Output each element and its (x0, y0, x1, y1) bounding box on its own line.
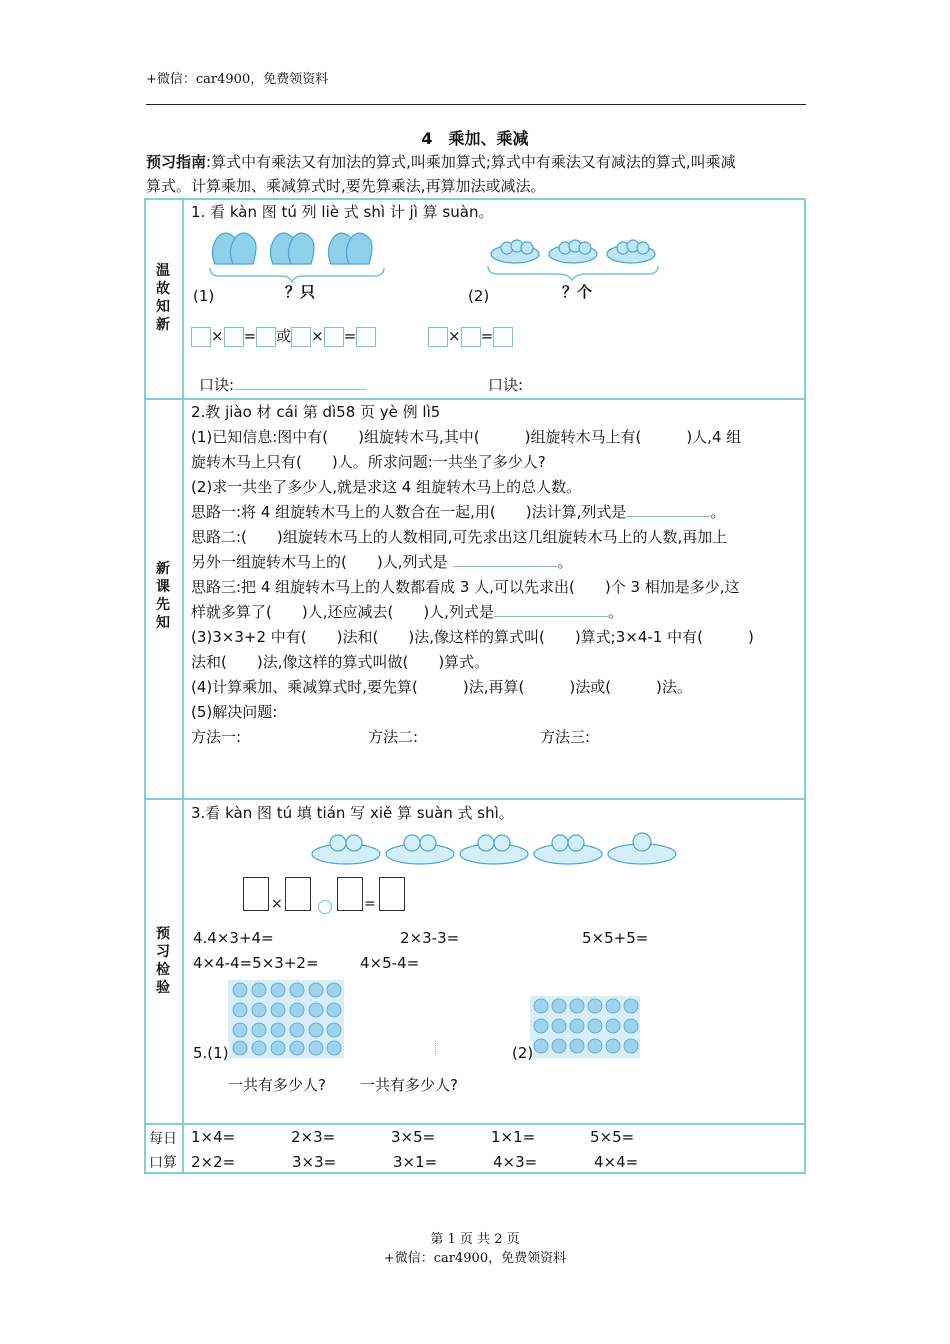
answer-box[interactable] (428, 327, 448, 347)
equals-sign: = (364, 896, 376, 912)
fruit-2c (579, 242, 591, 254)
answer-box-large[interactable] (285, 877, 311, 911)
q1-part1: (1) (193, 287, 215, 305)
peach-3a (478, 835, 494, 851)
q2-line-end: 。 (557, 553, 573, 571)
q1-part2: (2) (468, 287, 490, 305)
answer-box[interactable] (256, 327, 276, 347)
q5-part2: (2) (512, 1041, 533, 1066)
times-sign: × (448, 327, 461, 345)
bowls-illustration (485, 232, 665, 282)
answer-box[interactable] (493, 327, 513, 347)
daily-label-1: 每日 (149, 1131, 177, 1147)
section-label-daily (144, 1127, 182, 1175)
page-title: 4 乘加、乘减 (421, 129, 529, 148)
q1-title: 1. 看 kàn 图 tú 列 liè 式 shì 计 jì 算 suàn。 (191, 203, 494, 221)
q2-line: (2)求一共坐了多少人,就是求这 4 组旋转木马上的总人数。 (191, 478, 582, 496)
daily-item: 1×4= (191, 1128, 236, 1146)
peach-4b (568, 835, 584, 851)
q4-item: 4×4-4=5×3+2= (193, 954, 319, 972)
answer-box-large[interactable] (243, 877, 269, 911)
mittens-illustration (205, 226, 395, 284)
q4-item: 4.4×3+4= (193, 929, 274, 947)
children-group-1 (228, 980, 344, 1058)
daily-item: 5×5= (590, 1128, 635, 1146)
q5-question-1: 一共有多少人? (228, 1076, 326, 1094)
q2-line-end: 。 (710, 503, 726, 521)
peach-3b (494, 835, 510, 851)
q2-line: (5)解决问题: (191, 703, 278, 721)
koujue-label: 口诀: (199, 376, 235, 394)
peach-4a (552, 835, 568, 851)
daily-item: 3×1= (393, 1153, 438, 1171)
method-1-label: 方法一: (191, 728, 242, 746)
peach-1a (330, 835, 346, 851)
plate-1 (312, 844, 380, 864)
q4-item: 4×5-4= (360, 954, 420, 972)
answer-box[interactable] (224, 327, 244, 347)
q2-line: 法和( )法,像这样的算式叫做( )算式。 (191, 653, 490, 671)
q3-title: 3.看 kàn 图 tú 填 tián 写 xiě 算 suàn 式 shì。 (191, 804, 514, 822)
q2-line (191, 500, 795, 525)
q1-equation-left (191, 324, 376, 348)
column-divider (182, 198, 184, 1174)
formula-blank[interactable] (453, 552, 557, 567)
daily-item: 3×3= (292, 1153, 337, 1171)
guide-text-2: 算式。计算乘加、乘减算式时,要先算乘法,再算加法或减法。 (146, 177, 546, 195)
children-group-2 (530, 996, 640, 1058)
fruit-1c (521, 242, 533, 254)
formula-blank[interactable] (626, 502, 710, 517)
header-note: +微信：car4900，免费领资料 (146, 72, 329, 87)
equals-sign: = (343, 327, 357, 345)
peach-2a (404, 835, 420, 851)
answer-box-large[interactable] (337, 877, 363, 911)
q2-title: 2.教 jiào 材 cái 第 dì58 页 yè 例 lì5 (191, 403, 441, 421)
daily-item: 1×1= (491, 1128, 536, 1146)
answer-box[interactable] (356, 327, 376, 347)
q2-line-text: 另外一组旋转木马上的( )人,列式是 (191, 553, 448, 571)
header-rule (146, 104, 806, 105)
times-sign: × (211, 327, 224, 345)
koujue-right-label: 口诀: (488, 376, 524, 394)
equals-sign: = (243, 327, 257, 345)
guide-text-1: :算式中有乘法又有加法的算式,叫乘加算式;算式中有乘法又有减法的算式,叫乘减 (206, 153, 736, 171)
answer-box[interactable] (461, 327, 481, 347)
peach-5a (633, 833, 651, 851)
daily-item: 2×2= (191, 1153, 236, 1171)
q2-line: (3)3×3+2 中有( )法和( )法,像这样的算式叫( )算式;3×4-1 中有( ) (191, 628, 754, 646)
plate-4 (534, 844, 602, 864)
plate-2 (386, 844, 454, 864)
answer-box[interactable] (324, 327, 344, 347)
q2-line: 思路二:( )组旋转木马上的人数相同,可先求出这几组旋转木马上的人数,再加上 (191, 528, 728, 546)
q5-question-2: 一共有多少人? (360, 1076, 458, 1094)
q2-line: (4)计算乘加、乘减算式时,要先算( )法,再算( )法或( )法。 (191, 678, 692, 696)
formula-blank[interactable] (494, 602, 608, 617)
daily-item: 4×4= (594, 1153, 639, 1171)
q1-equation-right (428, 324, 513, 348)
q2-line-text: 思路一:将 4 组旋转木马上的人数合在一起,用( )法计算,列式是 (191, 503, 627, 521)
daily-item: 3×5= (391, 1128, 436, 1146)
row-divider-3 (144, 1123, 806, 1125)
brace-right (488, 266, 658, 280)
or-label: 或 (276, 327, 292, 345)
q1-question-right: ？个 (562, 283, 593, 301)
peach-plates-illustration (310, 826, 682, 868)
q2-line: 旋转木马上只有( )人。所求问题:一共坐了多少人? (191, 453, 546, 471)
answer-box[interactable] (291, 327, 311, 347)
q5-part1: 5.(1) (193, 1041, 229, 1066)
equals-sign: = (480, 327, 494, 345)
q1-question-left: ？只 (285, 283, 316, 301)
section-label-check: 预习检验 (156, 926, 170, 996)
times-sign: × (311, 327, 324, 345)
answer-box[interactable] (191, 327, 211, 347)
times-sign: × (271, 896, 283, 912)
plate-3 (460, 844, 528, 864)
operator-circle[interactable] (318, 900, 332, 914)
peach-2b (420, 835, 436, 851)
method-3-label: 方法三: (540, 728, 591, 746)
q2-line: 思路三:把 4 组旋转木马上的人数都看成 3 人,可以先求出( )个 3 相加是多少,这 (191, 578, 740, 596)
q2-line (191, 550, 795, 575)
q2-block (191, 400, 795, 725)
method-2-label: 方法二: (368, 728, 419, 746)
q4-item: 5×5+5= (582, 929, 649, 947)
koujue-blank[interactable] (234, 375, 366, 390)
footer-note: +微信：car4900，免费领资料 (383, 1251, 567, 1266)
q2-line (191, 600, 795, 625)
peach-1b (346, 835, 362, 851)
dotted-divider (435, 1040, 436, 1056)
q2-line-text: 样就多算了( )人,还应减去( )人,列式是 (191, 603, 494, 621)
guide-label: 预习指南 (146, 153, 207, 171)
section-label-new-lesson: 新课先知 (156, 561, 170, 631)
preview-guide (146, 150, 811, 198)
daily-label-2: 口算 (149, 1155, 177, 1171)
fruit-3c (637, 242, 649, 254)
page-number: 第 1 页 共 2 页 (430, 1232, 520, 1247)
koujue-left (199, 373, 366, 398)
q2-line-end: 。 (607, 603, 623, 621)
q2-line: (1)已知信息:图中有( )组旋转木马,其中( )组旋转木马上有( )人,4 组 (191, 428, 742, 446)
answer-box-large[interactable] (379, 877, 405, 911)
row-divider-2 (144, 798, 806, 800)
q4-item: 2×3-3= (400, 929, 460, 947)
daily-item: 2×3= (291, 1128, 336, 1146)
daily-item: 4×3= (493, 1153, 538, 1171)
section-label-review: 温故知新 (156, 263, 170, 333)
